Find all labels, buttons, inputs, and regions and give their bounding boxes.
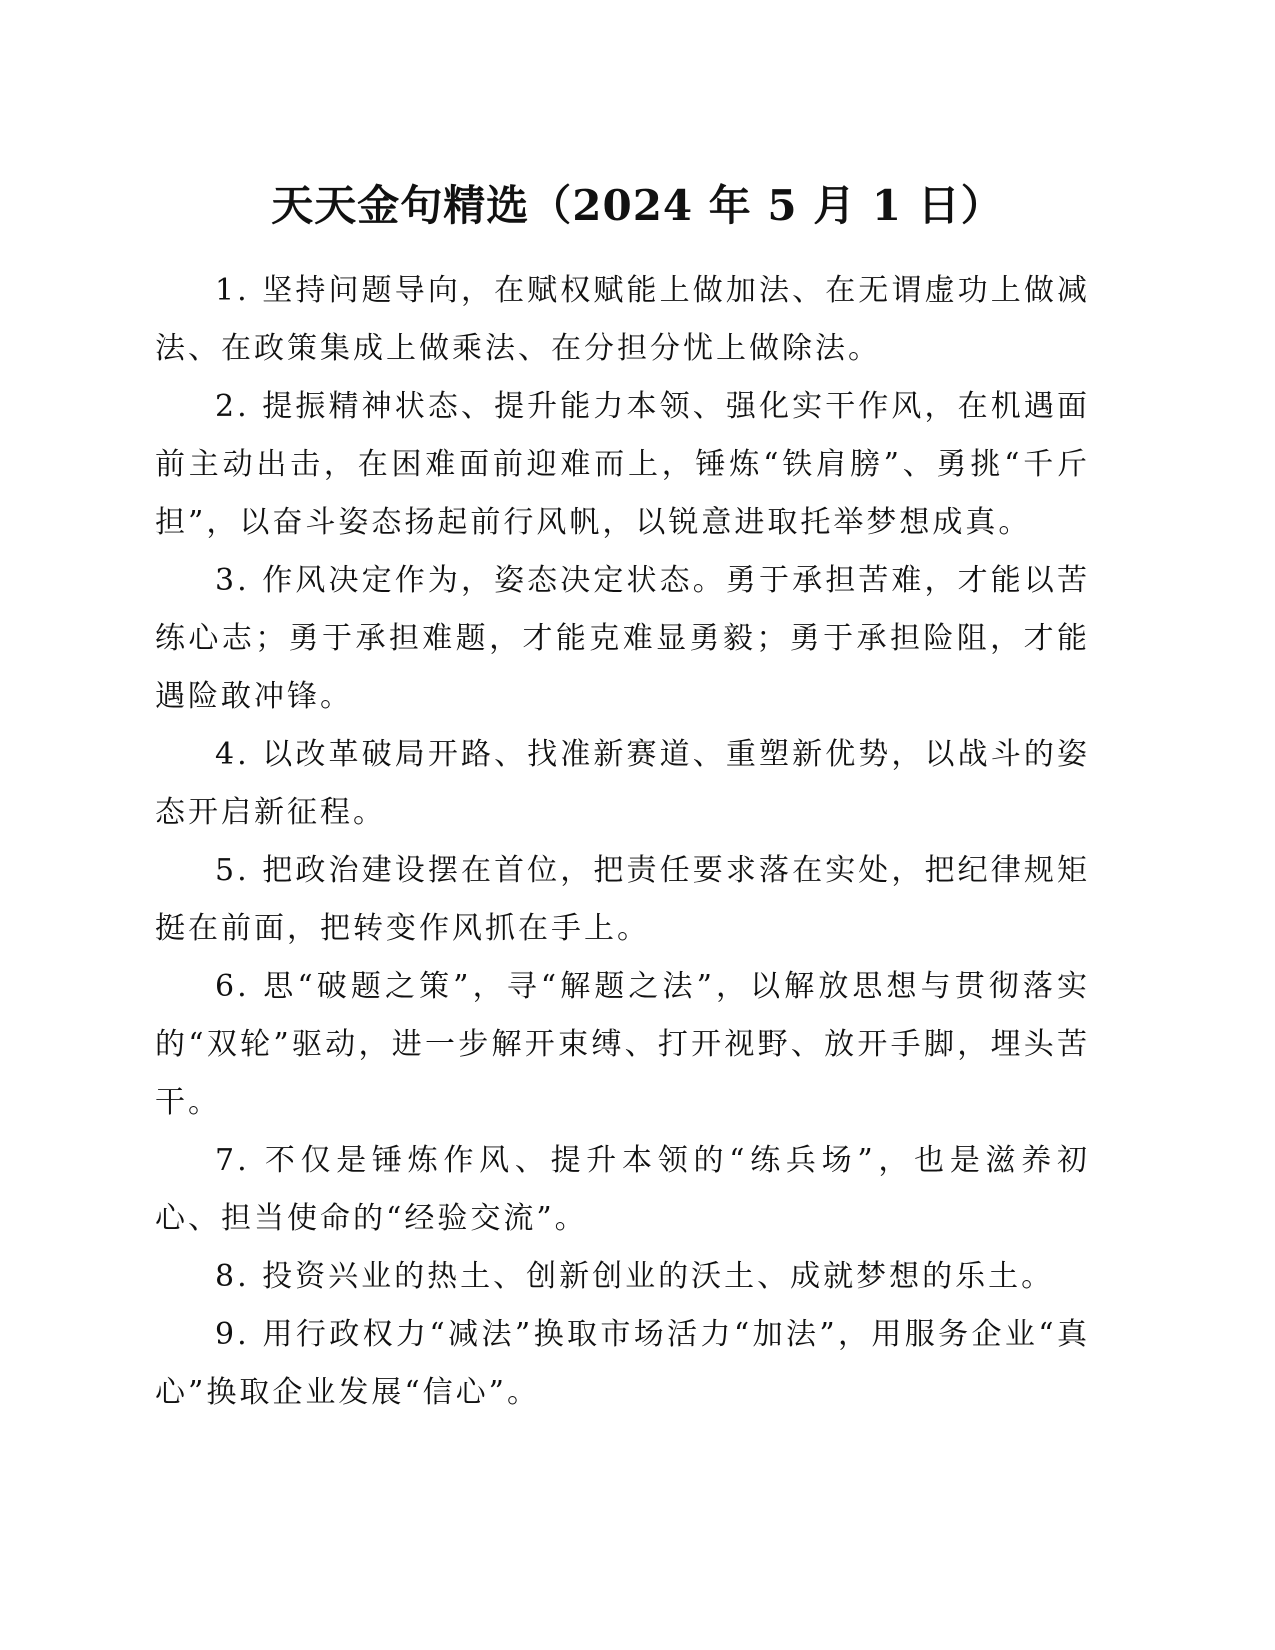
- quote-paragraph-2: 2. 提振精神状态、提升能力本领、强化实干作风，在机遇面前主动出击，在困难面前迎难而上，锤炼“铁肩膀”、勇挑“千斤担”，以奋斗姿态扬起前行风帆，以锐意进取托举梦想成真。: [155, 389, 1090, 540]
- quote-paragraph-8: 8. 投资兴业的热土、创新创业的沃土、成就梦想的乐土。: [215, 1259, 1055, 1294]
- quote-paragraph-3: 3. 作风决定作为，姿态决定状态。勇于承担苦难，才能以苦练心志；勇于承担难题，才能克难显勇毅；勇于承担险阻，才能遇险敢冲锋。: [155, 563, 1090, 714]
- quote-list: [155, 262, 1090, 1422]
- quote-paragraph-4: 4. 以改革破局开路、找准新赛道、重塑新优势，以战斗的姿态开启新征程。: [155, 737, 1090, 830]
- quote-paragraph-7: 7. 不仅是锤炼作风、提升本领的“练兵场”，也是滋养初心、担当使命的“经验交流”。: [155, 1143, 1090, 1236]
- quote-paragraph-1: 1. 坚持问题导向，在赋权赋能上做加法、在无谓虚功上做减法、在政策集成上做乘法、在分担分忧上做除法。: [155, 273, 1090, 366]
- page-title: 天天金句精选（2024 年 5 月 1 日）: [271, 181, 1004, 230]
- quote-paragraph-5: 5. 把政治建设摆在首位，把责任要求落在实处，把纪律规矩挺在前面，把转变作风抓在手上。: [155, 853, 1090, 946]
- quote-paragraph-6: 6. 思“破题之策”，寻“解题之法”，以解放思想与贯彻落实的“双轮”驱动，进一步解开束缚、打开视野、放开手脚，埋头苦干。: [155, 969, 1090, 1120]
- quote-paragraph-9: 9. 用行政权力“减法”换取市场活力“加法”，用服务企业“真心”换取企业发展“信心”。: [155, 1317, 1090, 1410]
